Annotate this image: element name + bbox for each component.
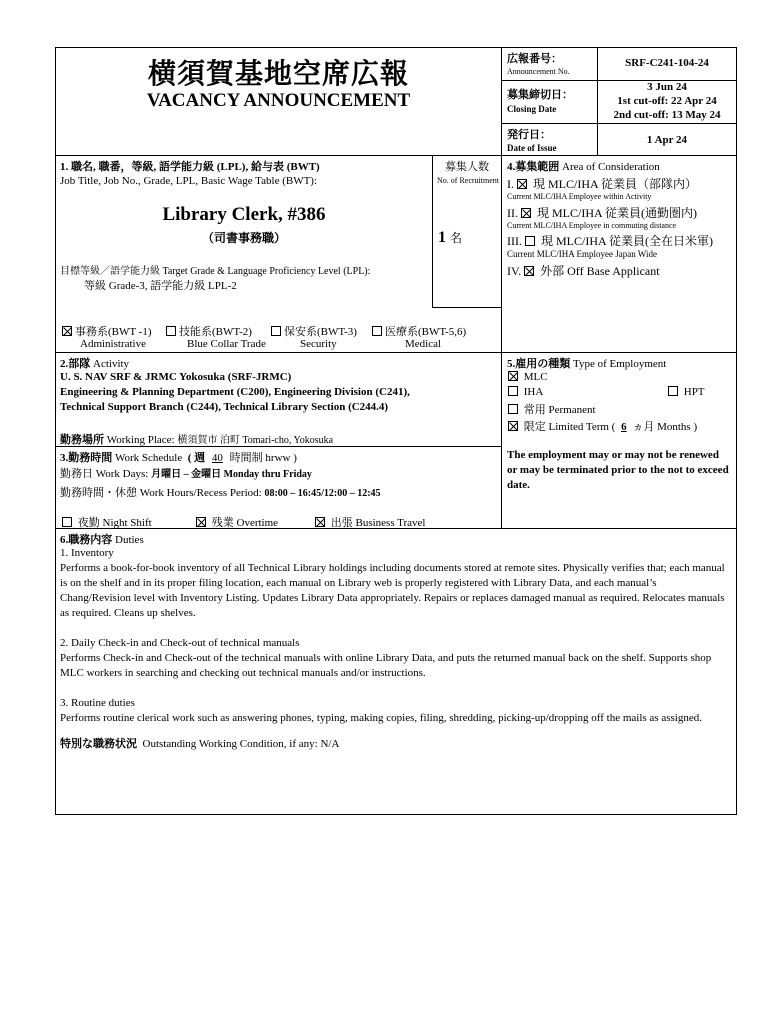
job-heading-en: Job Title, Job No., Grade, LPL, Basic Wage Table (BWT):	[60, 175, 318, 187]
activity-line2: Engineering & Planning Department (C200), Engineering Division (C241),	[60, 386, 410, 398]
checkbox-checked-icon[interactable]	[196, 517, 206, 527]
employment-heading: 5.雇用の種類 Type of Employment	[507, 358, 667, 370]
area-iii[interactable]: III. 現 MLC/IHA 従業員(全在日米軍)	[507, 234, 713, 248]
checkbox-checked-icon[interactable]	[524, 266, 534, 276]
duty-text: Performs Check-in and Check-out of the technical manuals with online Library Data, and puts the returned manual back on the shelf. Supports shop MLC workers in searching and checking out technical manuals and/or instructions.	[60, 652, 712, 679]
activity-line1: U. S. NAV SRF & JRMC Yokosuka (SRF-JRMC)	[60, 371, 292, 383]
closing-label-en: Closing Date	[507, 104, 557, 114]
area-heading: 4.募集範囲 Area of Consideration	[507, 161, 660, 173]
checkbox-checked-icon[interactable]	[517, 179, 527, 189]
checkbox-checked-icon[interactable]	[521, 208, 531, 218]
bwt-security[interactable]: 保安系(BWT-3)	[271, 323, 357, 339]
job-heading: 1. 職名, 職番，等級, 語学能力級 (LPL), 給与表 (BWT)	[60, 161, 320, 173]
border-top	[55, 47, 737, 48]
employment-note: The employment may or may not be renewed or may be terminated prior to the not to exceed date.	[507, 449, 729, 491]
area-iii-sub: Current MLC/IHA Employee Japan Wide	[507, 249, 657, 259]
divider-h3	[55, 155, 737, 156]
recruit-label: 募集人数	[445, 161, 489, 173]
divider-h2	[501, 123, 737, 124]
recruit-count: 1 名	[438, 229, 463, 246]
duty-title: 1. Inventory	[60, 547, 114, 559]
night-shift[interactable]: 夜勤 Night Shift	[62, 514, 152, 530]
checkbox-icon[interactable]	[62, 517, 72, 527]
announcement-no-label-en: Announcement No.	[507, 67, 570, 76]
bwt-blue-collar-en: Blue Collar Trade	[187, 338, 266, 350]
bwt-security-en: Security	[300, 338, 337, 350]
divider-header-v	[501, 47, 502, 529]
duty-title: 3. Routine duties	[60, 697, 135, 709]
working-place: 勤務場所 Working Place: 横須賀市 泊町 Tomari-cho, Yokosuka	[60, 434, 334, 446]
closing-label: 募集締切日：	[507, 88, 573, 101]
schedule-heading: 3.勤務時間 Work Schedule ( 週 40 時間制 hrww )	[60, 452, 297, 464]
employment-limited[interactable]: 限定 Limited Term ( 6 ヵ月 Months )	[508, 418, 697, 434]
issue-date: 1 Apr 24	[646, 134, 688, 146]
divider-recruit-v	[432, 155, 433, 308]
duty-text: Performs routine clerical work such as answering phones, typing, making copies, filing, shredding, picking-up/dropping off the mails as assigned.	[60, 712, 702, 724]
job-title-jp: （司書事務職）	[201, 231, 286, 245]
checkbox-icon[interactable]	[271, 326, 281, 336]
work-days: 勤務日 Work Days: 月曜日 – 金曜日 Monday thru Friday	[60, 468, 312, 480]
activity-line3: Technical Support Branch (C244), Technical Library Section (C244.4)	[60, 401, 389, 413]
cutoff-1: 1st cut-off: 22 Apr 24	[617, 95, 717, 107]
checkbox-icon[interactable]	[525, 236, 535, 246]
bwt-blue-collar[interactable]: 技能系(BWT-2)	[166, 323, 252, 339]
divider-recruit-h	[432, 307, 502, 308]
checkbox-checked-icon[interactable]	[315, 517, 325, 527]
area-ii[interactable]: II. 現 MLC/IHA 従業員(通勤圏内)	[507, 206, 697, 220]
area-i-sub: Current MLC/IHA Employee within Activity	[507, 192, 652, 201]
bwt-administrative-en: Administrative	[80, 338, 146, 350]
checkbox-icon[interactable]	[166, 326, 176, 336]
announcement-no: SRF-C241-104-24	[625, 57, 709, 69]
bwt-administrative[interactable]: 事務系(BWT -1)	[62, 323, 151, 339]
special-condition: 特別な職務状況 Outstanding Working Condition, if any: N/A	[60, 738, 340, 750]
area-i[interactable]: I. 現 MLC/IHA 従業員（部隊内）	[507, 177, 698, 191]
employment-mlc[interactable]: MLC	[508, 371, 548, 383]
overtime[interactable]: 残業 Overtime	[196, 514, 278, 530]
duties-body	[60, 546, 728, 752]
divider-h4	[55, 352, 737, 353]
duty-title: 2. Daily Check-in and Check-out of technical manuals	[60, 637, 300, 649]
issue-label: 発行日：	[507, 128, 551, 141]
work-hours: 勤務時間・休憩 Work Hours/Recess Period: 08:00 – 16:45/12:00 – 12:45	[60, 487, 381, 499]
border-right	[736, 47, 737, 815]
business-travel[interactable]: 出張 Business Travel	[315, 514, 426, 530]
closing-date: 3 Jun 24	[647, 81, 687, 93]
area-iv[interactable]: IV. 外部 Off Base Applicant	[507, 264, 660, 278]
bwt-medical[interactable]: 医療系(BWT-5,6)	[372, 323, 466, 339]
employment-iha[interactable]: IHA	[508, 386, 543, 398]
checkbox-checked-icon[interactable]	[62, 326, 72, 336]
title-jp: 横須賀基地空席広報	[147, 57, 409, 90]
area-ii-sub: Current MLC/IHA Employee in commuting distance	[507, 221, 677, 230]
checkbox-icon[interactable]	[508, 404, 518, 414]
title-en: VACANCY ANNOUNCEMENT	[146, 90, 411, 111]
checkbox-checked-icon[interactable]	[508, 421, 518, 431]
border-bottom	[55, 814, 737, 815]
duties-heading: 6.職務内容 Duties	[60, 534, 144, 546]
target-grade-label: 目標等級／語学能力級 Target Grade & Language Proficiency Level (LPL):	[60, 266, 371, 277]
announcement-no-label: 広報番号：	[507, 52, 562, 65]
issue-label-en: Date of Issue	[507, 143, 557, 153]
border-left	[55, 47, 56, 815]
checkbox-icon[interactable]	[508, 386, 518, 396]
job-title: Library Clerk, #386	[162, 204, 326, 225]
checkbox-icon[interactable]	[372, 326, 382, 336]
recruit-label-en: No. of Recruitment	[437, 176, 499, 185]
checkbox-icon[interactable]	[668, 386, 678, 396]
duty-text: Performs a book-for-book inventory of all Technical Library holdings including documents stored at remote sites. Physically verifies that; each manual is on the shelf and in its proper filing location, each manual on Library web is properly registered with Library Data, and each manual’s Chang/Revision level with Inventory Listing. Updates Library Data appropriately. Repairs or replaces damaged manual as required. Relocates manuals as required. Cleans up shelves.	[60, 562, 725, 619]
cutoff-2: 2nd cut-off: 13 May 24	[613, 109, 721, 121]
employment-permanent[interactable]: 常用 Permanent	[508, 401, 596, 417]
checkbox-checked-icon[interactable]	[508, 371, 518, 381]
bwt-medical-en: Medical	[405, 338, 442, 350]
activity-heading: 2.部隊 Activity	[60, 358, 130, 370]
employment-hpt[interactable]: HPT	[668, 386, 705, 398]
target-grade: 等級 Grade-3, 語学能力級 LPL-2	[84, 280, 237, 292]
